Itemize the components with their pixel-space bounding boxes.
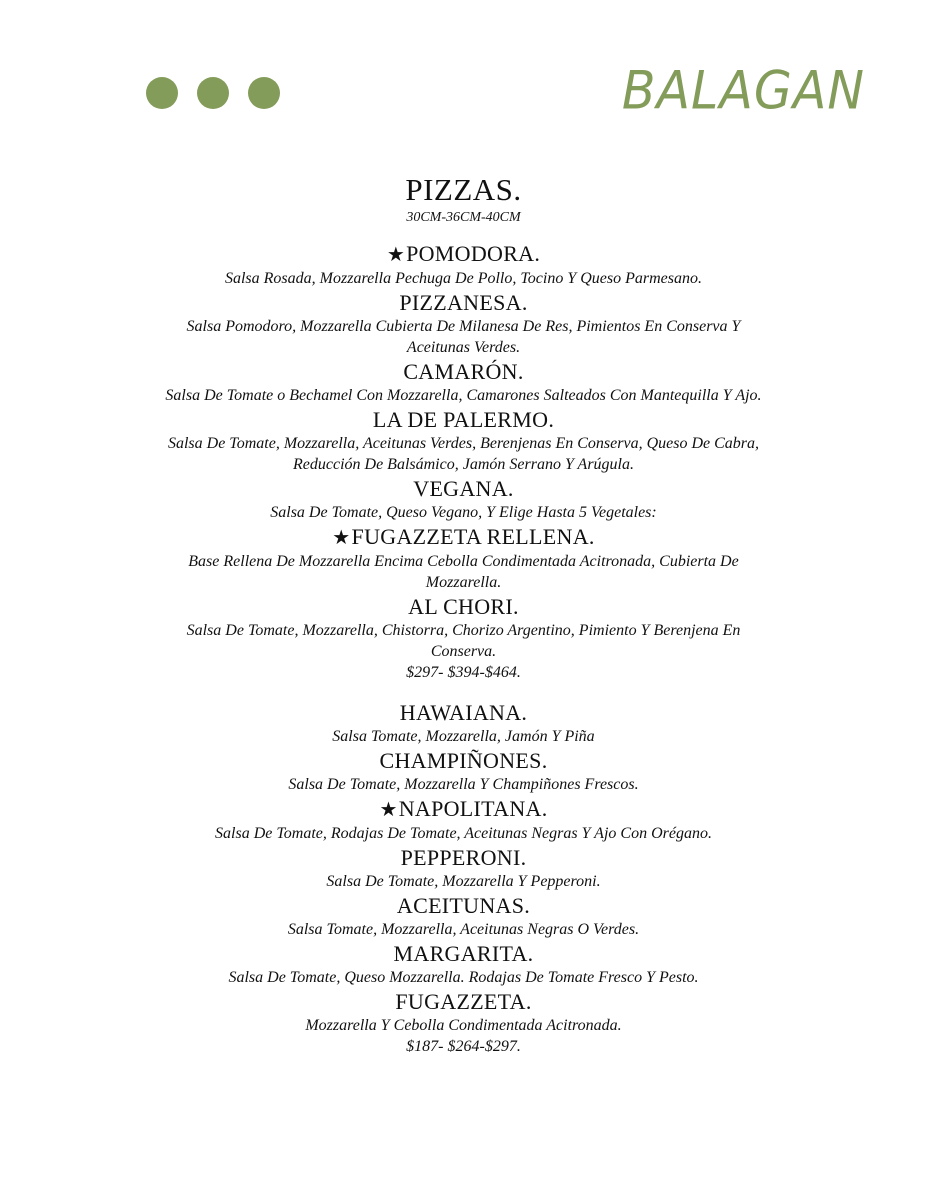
item-description: Salsa Pomodoro, Mozzarella Cubierta De Milanesa De Res, Pimientos En Conserva Y Aceitunas Verdes. <box>186 318 741 356</box>
price-line: $297- $394-$464. <box>406 664 521 681</box>
item-description: Salsa Tomate, Mozzarella, Aceitunas Negras O Verdes. <box>287 921 640 938</box>
item-name <box>0 240 927 268</box>
item-name-text: CAMARÓN. <box>403 359 524 384</box>
item-description: Salsa De Tomate o Bechamel Con Mozzarella, Camarones Salteados Con Mantequilla Y Ajo. <box>165 387 762 404</box>
item-name <box>0 988 927 1015</box>
brand-logo: BALAGAN <box>621 60 865 122</box>
dot-icon <box>197 77 229 109</box>
item-name <box>0 523 927 551</box>
item-name-text: VEGANA. <box>413 476 514 501</box>
item-name <box>0 795 927 823</box>
menu-group <box>0 699 927 1057</box>
pizza-menu <box>0 171 927 1057</box>
item-name-text: NAPOLITANA. <box>398 796 548 821</box>
star-icon: ★ <box>332 525 351 549</box>
item-name-text: ACEITUNAS. <box>396 893 531 918</box>
item-name-text: HAWAIANA. <box>399 700 528 725</box>
item-name-text: PIZZANESA. <box>399 290 528 315</box>
size-options: 30CM-36CM-40CM <box>406 210 521 225</box>
item-description: Mozzarella Y Cebolla Condimentada Acitronada. <box>305 1017 622 1034</box>
item-name-text: PEPPERONI. <box>400 845 527 870</box>
item-name <box>0 475 927 502</box>
item-description: Base Rellena De Mozzarella Encima Cebolla Condimentada Acitronada, Cubierta De Mozzarella. <box>188 553 739 591</box>
item-description: Salsa De Tomate, Mozzarella Y Pepperoni. <box>326 873 601 890</box>
dot-icon <box>146 77 178 109</box>
item-name-text: FUGAZZETA RELLENA. <box>351 524 595 549</box>
price-line: $187- $264-$297. <box>406 1038 521 1055</box>
dot-icon <box>248 77 280 109</box>
item-name <box>0 406 927 433</box>
decorative-dots <box>146 77 280 109</box>
item-description: Salsa Rosada, Mozzarella Pechuga De Pollo, Tocino Y Queso Parmesano. <box>224 270 702 287</box>
item-description: Salsa Tomate, Mozzarella, Jamón Y Piña <box>332 728 595 745</box>
menu-group <box>0 240 927 683</box>
item-name <box>0 593 927 620</box>
item-description: Salsa De Tomate, Queso Vegano, Y Elige Hasta 5 Vegetales: <box>270 504 657 521</box>
section-title: PIZZAS. <box>405 172 522 207</box>
item-description: Salsa De Tomate, Rodajas De Tomate, Aceitunas Negras Y Ajo Con Orégano. <box>215 825 712 842</box>
item-description: Salsa De Tomate, Queso Mozzarella. Rodajas De Tomate Fresco Y Pesto. <box>228 969 699 986</box>
item-name-text: POMODORA. <box>406 241 541 266</box>
menu-groups <box>0 240 927 1057</box>
item-name-text: FUGAZZETA. <box>395 989 532 1014</box>
item-description: Salsa De Tomate, Mozzarella, Chistorra, Chorizo Argentino, Pimiento Y Berenjena En Conserva. <box>186 622 741 660</box>
item-name <box>0 358 927 385</box>
item-name <box>0 844 927 871</box>
group-spacer <box>0 683 927 699</box>
item-name-text: LA DE PALERMO. <box>372 407 555 432</box>
item-name <box>0 747 927 774</box>
item-name <box>0 699 927 726</box>
item-name-text: MARGARITA. <box>393 941 534 966</box>
item-name-text: AL CHORI. <box>408 594 519 619</box>
item-name <box>0 940 927 967</box>
item-name <box>0 289 927 316</box>
star-icon: ★ <box>379 797 398 821</box>
item-name-text: CHAMPIÑONES. <box>379 748 548 773</box>
item-name <box>0 892 927 919</box>
item-description: Salsa De Tomate, Mozzarella, Aceitunas Verdes, Berenjenas En Conserva, Queso De Cabra, Reducción De Balsámico, Jamón Serrano Y Arúgula. <box>167 435 760 473</box>
item-description: Salsa De Tomate, Mozzarella Y Champiñones Frescos. <box>288 776 639 793</box>
star-icon: ★ <box>386 242 406 266</box>
